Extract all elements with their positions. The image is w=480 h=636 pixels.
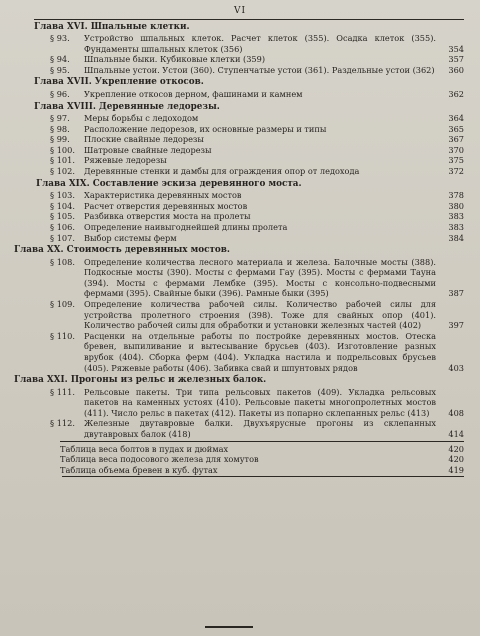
chapter bbox=[14, 77, 466, 99]
section-number: § 109. bbox=[50, 298, 75, 309]
section-title: Рельсовые пакеты. Три типа рельсовых пакетов (409). Укладка рельсовых пакетов на каменных устоях (410). Рельсовые пакеты многопролетных мостов (411). Число рельс в пакетах (412). Пакеты из попарно склепанных рельс (413) bbox=[84, 386, 436, 418]
table-entry bbox=[14, 454, 466, 465]
page-ref: 360 bbox=[448, 64, 464, 75]
section-number: § 103. bbox=[50, 190, 75, 201]
toc-entry bbox=[50, 33, 466, 54]
section-title: Плоские свайные ледорезы bbox=[84, 134, 204, 145]
toc-entry bbox=[50, 418, 466, 439]
section-number: § 97. bbox=[50, 113, 70, 124]
section-title: Укрепление откосов дерном, фашинами и камнем bbox=[84, 88, 303, 99]
toc-entry bbox=[50, 233, 466, 244]
page-ref: 397 bbox=[448, 320, 464, 331]
chapter-title: Шпальные клетки. bbox=[90, 21, 190, 32]
toc-entry bbox=[50, 89, 466, 100]
page-ref: 420 bbox=[448, 454, 464, 465]
section-title: Определение количества лесного материала и железа. Балочные мосты (388). Подкосные мосты (390). Мосты с фермами Гау (395). Мосты с фермами Тауна (394). Мосты с фермами Лембке (395). Мосты с консольно-подвесными фермами (395). Свайные быки (396). Рамные быки (395) bbox=[84, 256, 436, 299]
page-ref: 365 bbox=[448, 123, 464, 134]
section-number: § 101. bbox=[50, 155, 75, 166]
section-number: § 104. bbox=[50, 200, 75, 211]
tables-rule bbox=[60, 441, 464, 442]
section-title: Расчет отверстия деревянных мостов bbox=[84, 200, 248, 211]
page-ref: 383 bbox=[448, 211, 464, 222]
section-title: Разбивка отверстия моста на пролеты bbox=[84, 211, 251, 222]
page-ref: 370 bbox=[448, 144, 464, 155]
section-title: Ряжевые ледорезы bbox=[84, 155, 167, 166]
section-number: § 110. bbox=[50, 330, 75, 341]
page-number: VI bbox=[233, 6, 247, 16]
section-number: § 99. bbox=[50, 134, 70, 145]
page-ref: 403 bbox=[448, 362, 464, 373]
toc-entry bbox=[50, 124, 466, 135]
section-number: § 94. bbox=[50, 54, 70, 65]
page-ref: 419 bbox=[448, 464, 464, 475]
page-ref: 384 bbox=[448, 232, 464, 243]
section-title: Расположение ледорезов, их основные размеры и типы bbox=[84, 123, 327, 134]
chapter-heading bbox=[14, 77, 466, 89]
chapter-heading bbox=[14, 22, 466, 34]
chapter-number: Глава XXI. bbox=[14, 375, 68, 386]
chapter-number: Глава XVII. bbox=[34, 77, 92, 88]
page-ref: 378 bbox=[448, 190, 464, 201]
toc-entry bbox=[50, 331, 466, 373]
page-ref: 420 bbox=[448, 443, 464, 454]
page-ref: 408 bbox=[448, 407, 464, 418]
chapter-number: Глава XVIII. bbox=[34, 101, 96, 112]
section-title: Деревянные стенки и дамбы для ограждения опор от ледохода bbox=[84, 166, 360, 177]
toc-entry bbox=[50, 113, 466, 124]
page-ref: 372 bbox=[448, 166, 464, 177]
section-number: § 93. bbox=[50, 33, 70, 44]
section-number: § 95. bbox=[50, 64, 70, 75]
page-ref: 380 bbox=[448, 200, 464, 211]
chapter bbox=[14, 245, 466, 373]
chapter-title: Прогоны из рельс и железных балок. bbox=[70, 375, 267, 386]
chapter-title: Составление эскиза деревянного моста. bbox=[92, 178, 302, 189]
page-ref: 414 bbox=[448, 429, 464, 439]
chapter bbox=[14, 22, 466, 76]
toc-entry bbox=[50, 134, 466, 145]
table-title: Таблица веса подосового железа для хомутов bbox=[60, 454, 259, 465]
toc-entry bbox=[50, 145, 466, 156]
page-ref: 362 bbox=[448, 88, 464, 99]
toc-entry bbox=[50, 155, 466, 166]
toc-entry bbox=[50, 201, 466, 212]
chapter-heading bbox=[14, 375, 466, 387]
page-ref: 375 bbox=[448, 155, 464, 166]
section-title: Определение наивыгоднейшей длины пролета bbox=[84, 221, 288, 232]
chapter-title: Деревянные ледорезы. bbox=[98, 101, 220, 112]
tables-list bbox=[14, 444, 466, 476]
chapter-number: Глава XVI. bbox=[34, 21, 88, 32]
bottom-rule bbox=[62, 476, 464, 477]
page-ref: 367 bbox=[448, 134, 464, 145]
section-number: § 107. bbox=[50, 232, 75, 243]
section-number: § 96. bbox=[50, 88, 70, 99]
section-title: Определение количества рабочей силы. Количество рабочей силы для устройства пролетного строения (398). Тоже для свайных опор (401). Количество рабочей силы для обработки и установки железных частей (402) bbox=[84, 298, 436, 331]
section-title: Характеристика деревянных мостов bbox=[84, 190, 242, 201]
section-number: § 98. bbox=[50, 123, 70, 134]
chapter-heading bbox=[14, 102, 466, 114]
chapter-number: Глава XIX. bbox=[36, 178, 90, 189]
chapter-number: Глава XX. bbox=[14, 245, 64, 256]
table-title: Таблица веса болтов в пудах и дюймах bbox=[60, 443, 229, 454]
section-title: Шатровые свайные ледорезы bbox=[84, 144, 212, 155]
toc-entry bbox=[50, 211, 466, 222]
toc-entry bbox=[50, 54, 466, 65]
chapters-list bbox=[14, 22, 466, 440]
chapter bbox=[14, 375, 466, 439]
section-number: § 111. bbox=[50, 386, 75, 397]
section-title: Железные двутавровые балки. Двухъярусные прогоны из склепанных двутавровых балок (418) bbox=[84, 418, 436, 439]
table-entry bbox=[14, 444, 466, 455]
section-number: § 100. bbox=[50, 144, 75, 155]
section-title: Выбор системы ферм bbox=[84, 232, 177, 243]
toc-entry bbox=[50, 65, 466, 76]
toc-entry bbox=[50, 222, 466, 233]
page-ref: 387 bbox=[448, 288, 464, 299]
end-ornament bbox=[205, 626, 253, 628]
section-number: § 112. bbox=[50, 418, 75, 429]
section-number: § 102. bbox=[50, 166, 75, 177]
table-entry bbox=[14, 465, 466, 476]
section-title: Шпальные быки. Кубиковые клетки (359) bbox=[84, 54, 266, 65]
chapter-title: Укрепление откосов. bbox=[94, 77, 204, 88]
chapter-heading bbox=[14, 245, 466, 257]
section-title: Шпальные устои. Устои (360). Ступенчатые устои (361). Раздельные устои (362) bbox=[84, 64, 435, 75]
toc-entry bbox=[50, 299, 466, 331]
section-title: Устройство шпальных клеток. Расчет клеток (355). Осадка клеток (355). Фундаменты шпальных клеток (356) bbox=[84, 33, 436, 54]
toc-entry bbox=[50, 166, 466, 177]
section-number: § 108. bbox=[50, 256, 75, 267]
section-number: § 105. bbox=[50, 211, 75, 222]
page-ref: 354 bbox=[448, 43, 464, 54]
section-title: Меры борьбы с ледоходом bbox=[84, 113, 199, 124]
toc-entry bbox=[50, 257, 466, 299]
toc-entry bbox=[50, 387, 466, 419]
section-number: § 106. bbox=[50, 221, 75, 232]
toc-entry bbox=[50, 190, 466, 201]
table-title: Таблица объема бревен в куб. футах bbox=[60, 464, 218, 475]
chapter-heading bbox=[14, 179, 466, 191]
section-title: Расценки на отдельные работы по постройке деревянных мостов. Отеска бревен, выпиливание и вытесывание брусьев (403). Изготовление разных врубок (404). Сборка ферм (404). Укладка настила и подрельсовых брусьев (405). Ряжевые работы (406). Забивка свай и шпунтовых рядов bbox=[84, 330, 436, 373]
top-rule bbox=[34, 19, 464, 20]
chapter-title: Стоимость деревянных мостов. bbox=[66, 245, 230, 256]
page-ref: 357 bbox=[448, 54, 464, 65]
page-ref: 364 bbox=[448, 113, 464, 124]
chapter bbox=[14, 179, 466, 243]
chapter bbox=[14, 102, 466, 177]
page-ref: 383 bbox=[448, 221, 464, 232]
